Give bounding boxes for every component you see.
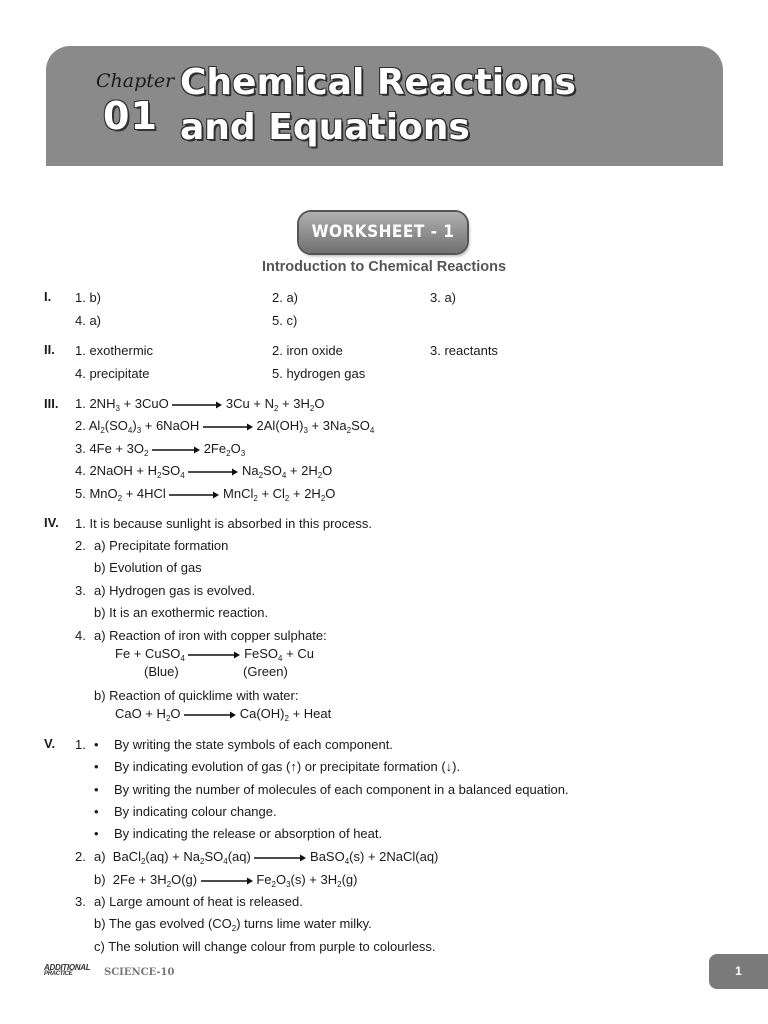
- label-green: (Green): [243, 664, 288, 679]
- equation-V-2b: b) $2Fe + 3H_2O(g) Fe_2O_3(s) + 3H_2(g)$: [94, 872, 358, 889]
- equation-III-2: 2. $Al_2(SO_4)_3$ + 6NaOH $2Al(OH)_3 + 3Na_2SO_4$: [75, 418, 375, 435]
- reaction-arrow-icon: [172, 401, 222, 409]
- answer-IV-2b: b) Evolution of gas: [94, 560, 202, 575]
- equation-III-5: 5. MnO$_2$ + 4HCl MnCl$_2$ + $Cl_2 + 2H_2O$: [75, 486, 336, 503]
- section-label-V: V.: [44, 736, 56, 751]
- chapter-title: [180, 60, 576, 150]
- answer-IV-2a: a) Precipitate formation: [94, 538, 229, 553]
- section-label-IV: IV.: [44, 515, 59, 530]
- answer-II-3: 3. reactants: [430, 343, 498, 358]
- answer-IV-4-num: 4.: [75, 628, 86, 643]
- bullet-dot: •: [94, 759, 99, 774]
- chapter-number: 01: [103, 94, 158, 138]
- answer-V-1-bullet-2: By indicating evolution of gas (↑) or precipitate formation (↓).: [114, 759, 461, 774]
- bullet-dot: •: [94, 782, 99, 797]
- page-number: 1: [709, 954, 768, 989]
- bullet-dot: •: [94, 737, 99, 752]
- reaction-arrow-icon: [203, 423, 253, 431]
- reaction-arrow-icon: [152, 446, 200, 454]
- footer-subject: SCIENCE-10: [104, 967, 175, 978]
- answer-IV-1: 1. It is because sunlight is absorbed in this process.: [75, 516, 372, 531]
- answer-V-3b: b) The gas evolved $(CO_2)$ turns lime water milky.: [94, 916, 372, 933]
- equation-III-3: 3. $4Fe + 3O_2$ $2Fe_2O_3$: [75, 441, 246, 458]
- bullet-dot: •: [94, 804, 99, 819]
- reaction-arrow-icon: [201, 877, 253, 885]
- answer-V-3a: a) Large amount of heat is released.: [94, 894, 303, 909]
- answer-V-1-bullet-5: By indicating the release or absorption of heat.: [114, 826, 383, 841]
- answer-I-4: 4. a): [75, 313, 102, 328]
- answer-IV-4b: b) Reaction of quicklime with water:: [94, 688, 299, 703]
- worksheet-subtitle: Introduction to Chemical Reactions: [261, 259, 507, 275]
- chapter-label: Chapter: [96, 70, 175, 92]
- equation-III-1: 1. $2NH_3 + 3CuO$ $3Cu + N_2 + 3H_2O$: [75, 396, 325, 413]
- answer-I-1: 1. b): [75, 290, 102, 305]
- equation-V-2a: a) BaCl$_2$(aq) + $Na_2SO_4(aq)$ BaSO$_4$(s) + 2NaCl(aq): [94, 849, 439, 866]
- answer-I-5: 5. c): [272, 313, 298, 328]
- answer-IV-4a: a) Reaction of iron with copper sulphate:: [94, 628, 327, 643]
- reaction-arrow-icon: [254, 854, 306, 862]
- answer-V-3-num: 3.: [75, 894, 86, 909]
- answer-II-1: 1. exothermic: [75, 343, 154, 358]
- answer-II-2: 2. iron oxide: [272, 343, 343, 358]
- equation-IV-4b: CaO + $H_2O$ $Ca(OH)_2$ + Heat: [115, 706, 332, 723]
- chapter-title-line1: Chemical Reactions: [180, 62, 576, 103]
- answer-IV-3b: b) It is an exothermic reaction.: [94, 605, 269, 620]
- reaction-arrow-icon: [188, 651, 240, 659]
- section-label-III: III.: [44, 396, 59, 411]
- answer-I-3: 3. a): [430, 290, 457, 305]
- answer-IV-3a: a) Hydrogen gas is evolved.: [94, 583, 256, 598]
- answer-II-5: 5. hydrogen gas: [272, 366, 366, 381]
- reaction-arrow-icon: [184, 711, 236, 719]
- answer-V-1-bullet-4: By indicating colour change.: [114, 804, 277, 819]
- answer-V-1-bullet-3: By writing the number of molecules of each component in a balanced equation.: [114, 782, 569, 797]
- reaction-arrow-icon: [169, 491, 219, 499]
- section-label-II: II.: [44, 342, 55, 357]
- equation-IV-4a: Fe + CuSO$_4$ FeSO$_4$ + Cu: [115, 646, 314, 663]
- worksheet-badge: WORKSHEET - 1: [299, 212, 467, 253]
- chapter-title-line2: and Equations: [180, 107, 470, 148]
- answer-I-2: 2. a): [272, 290, 299, 305]
- answer-II-4: 4. precipitate: [75, 366, 150, 381]
- answer-IV-3-num: 3.: [75, 583, 86, 598]
- section-label-I: I.: [44, 289, 52, 304]
- answer-V-2-num: 2.: [75, 849, 86, 864]
- answer-V-3c: c) The solution will change colour from purple to colourless.: [94, 939, 436, 954]
- answer-V-1-bullet-1: By writing the state symbols of each component.: [114, 737, 393, 752]
- bullet-dot: •: [94, 826, 99, 841]
- publisher-logo: ADDITIONAL PRACTICE: [44, 963, 91, 977]
- label-blue: (Blue): [144, 664, 179, 679]
- equation-III-4: 4. 2NaOH + $H_2SO_4$ $Na_2SO_4 + 2H_2O$: [75, 463, 333, 480]
- reaction-arrow-icon: [188, 468, 238, 476]
- answer-V-1-num: 1.: [75, 737, 86, 752]
- answer-IV-2-num: 2.: [75, 538, 86, 553]
